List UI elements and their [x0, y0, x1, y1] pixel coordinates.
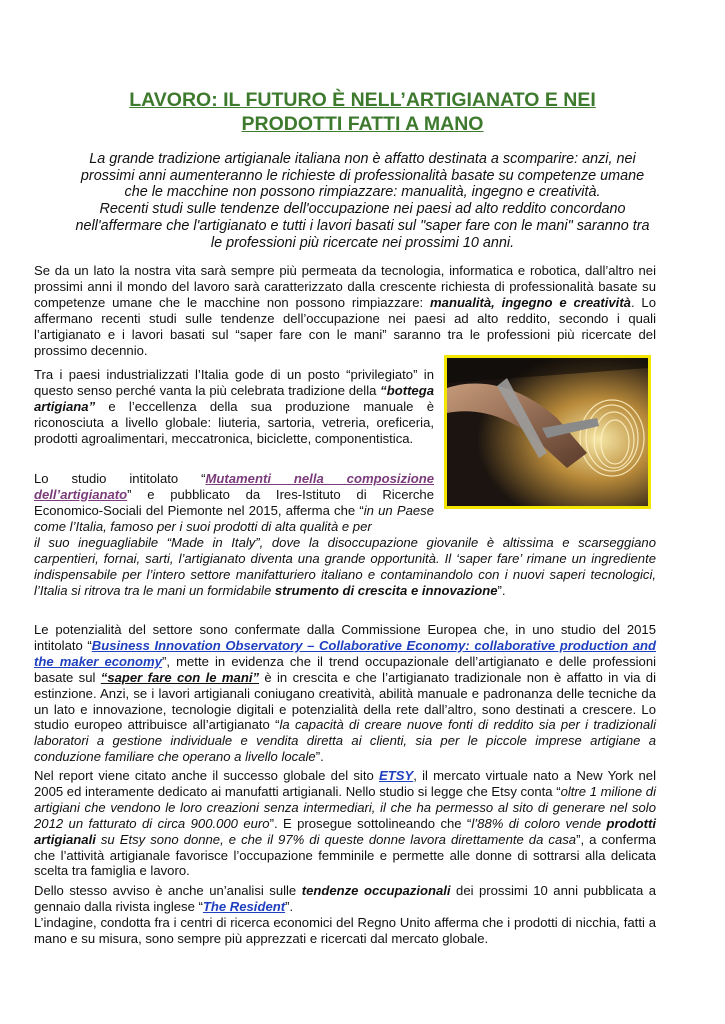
text: ”.	[285, 898, 294, 914]
emphasis: manualità, ingegno e creatività	[430, 294, 631, 310]
intro-summary	[34, 151, 691, 251]
text: ” e pubblicato da Ires-Istituto di Ricerche Economico-Sociali del Piemonte nel 2015, afferma che “	[34, 486, 434, 518]
paragraph-5	[34, 768, 656, 879]
quote: oltre 1 milione di artigiani che vendono le loro creazioni senza intermediari, il che ha permesso al sito di generare nel solo 2012 un fatturato di circa 900.000 euro	[34, 783, 656, 831]
quote: il suo ineguagliabile “Made in Italy”, dove la disoccupazione giovanile è altissima e scarseggiano carpentieri, fornai, sarti, l’artigianato diventa una grande opportunità. Il ‘saper fare’ rimane un ingrediente indispensabile per l’intero settore manifatturiero italiano e contaminandolo con i nuovi saperi tecnologici, l’Italia si ritrova tra le mani un formidabile	[34, 535, 656, 598]
paragraph-2	[34, 367, 434, 447]
quote: l’88% di coloro vende	[471, 815, 607, 831]
quote: la capacità di creare nuove fonti di reddito sia per i tradizionali laboratori a gestione individuale e vendita diretta ai clienti, sia per le piccole imprese artigiane a conduzione familiare che operano a livello locale	[34, 717, 656, 765]
intro-line: La grande tradizione artigianale italiana non è affatto destinata a scomparire: anzi, nei	[89, 151, 636, 167]
intro-line: nell'affermare che l'artigianato e tutti i lavori basati sul "saper fare con le mani" saranno tra	[75, 217, 650, 234]
ires-study-link[interactable]: Mutamenti nella composizione dell’artigianato	[34, 471, 434, 502]
quote: su Etsy sono donne, e che il 97% di queste donne lavora direttamente da casa	[95, 831, 577, 847]
emphasis: tendenze occupazionali	[301, 883, 451, 898]
text: ”.	[315, 749, 324, 765]
text: Se da un lato la nostra vita sarà sempre più permeata da tecnologia, informatica e robotica, dall’altro nei prossimi anni il mondo del lavoro sarà caratterizzato dalla crescente richiesta di professionalità basate su competenze umane che le macchine non possono rimpiazzare:	[34, 263, 656, 310]
text: , il mercato virtuale nato a New York nel 2005 ed interamente dedicato ai manufatti artigianali. Nello studio si legge che Etsy conta “	[34, 768, 656, 799]
text: dei prossimi 10 anni pubblicata a gennaio dalla rivista inglese “	[34, 883, 657, 914]
text: Lo studio intitolato “	[34, 471, 206, 486]
article-title	[40, 88, 685, 136]
text: e l’eccellenza della sua produzione manuale è riconosciuta a livello globale: liuteria, sartoria, vetreria, oreficeria, prodotti agroalimentari, meccatronica, biciclette, componentistica.	[34, 398, 434, 446]
paragraph-3-continued	[34, 535, 656, 599]
title-line-1: LAVORO: IL FUTURO È NELL’ARTIGIANATO E NEI	[129, 89, 596, 111]
emphasis: “bottega artigiana”	[34, 382, 434, 414]
paragraph-3-wrapped	[34, 471, 434, 535]
text: Nel report viene citato anche il successo globale del sito	[34, 768, 379, 783]
paragraph-1	[34, 263, 656, 358]
the-resident-link[interactable]: The Resident	[202, 898, 286, 914]
quote: in un Paese come l’Italia, famoso per i suoi prodotti di alta qualità e per	[34, 502, 434, 534]
text: ”.	[497, 582, 506, 598]
paragraph-4	[34, 622, 656, 765]
text: ”. E prosegue sottolineando che “	[269, 815, 472, 831]
text: Dello stesso avviso è anche un’analisi sulle	[34, 883, 302, 898]
emphasis: strumento di crescita e innovazione	[274, 582, 498, 598]
artisan-glassblowing-photo	[444, 355, 651, 509]
intro-line: prossimi anni aumenteranno le richieste di professionalità basate su competenze umane	[80, 167, 645, 184]
emphasis: “saper fare con le mani”	[100, 669, 260, 685]
text: Le potenzialità del settore sono confermate dalla Commissione Europea che, in uno studio del 2015 intitolato “	[34, 622, 656, 653]
paragraph-7: L’indagine, condotta fra i centri di ricerca economici del Regno Unito afferma che i prodotti di nicchia, fatti a mano e su misura, sono sempre più apprezzati e ricercati dal mercato globale.	[34, 915, 656, 946]
intro-line: che le macchine non possono rimpiazzare: manualità, ingegno e creatività.	[124, 184, 601, 201]
emphasis: prodotti artigianali	[34, 815, 656, 847]
text: ”, a conferma che l’attività artigianale favorisce l’occupazione femminile e permette alle donne di sottrarsi alla delicata scelta tra famiglia e lavoro.	[34, 831, 657, 879]
business-innovation-observatory-link[interactable]: Business Innovation Observatory – Collaborative Economy: collaborative production and the maker economy	[34, 637, 656, 669]
intro-line: le professioni più ricercate nei prossimi 10 anni.	[210, 234, 515, 251]
paragraph-6	[34, 883, 656, 915]
title-line-2: PRODOTTI FATTI A MANO	[241, 113, 484, 135]
text: Tra i paesi industrializzati l’Italia gode di un posto “privilegiato” in questo senso perché vanta la più celebrata tradizione della	[34, 367, 434, 398]
intro-line: Recenti studi sulle tendenze dell'occupazione nei paesi ad alto reddito concordano	[99, 201, 626, 218]
etsy-link[interactable]: ETSY	[379, 768, 414, 783]
text: ”, mette in evidenza che il trend occupazionale dell’artigianato e delle professioni basate sul	[34, 653, 657, 685]
text: . Lo affermano recenti studi sulle tendenze dell’occupazione nei paesi ad alto reddito, secondo i quali l’artigianato e i lavori basati sul “saper fare con le mani” saranno tra le professioni più ricercate del prossimo decennio.	[34, 294, 657, 358]
text: è in crescita e che l’artigianato tradizionale non è affatto in via di estinzione. Anzi, se i lavori artigianali coniugano creatività, abilità manuale e padronanza delle tecniche da un lato e innovazione, tecnologie digitali e potenzialità della rete dall’altro, sono destinati a crescere. Lo studio europeo attribuisce all’artigianato “	[34, 669, 656, 733]
